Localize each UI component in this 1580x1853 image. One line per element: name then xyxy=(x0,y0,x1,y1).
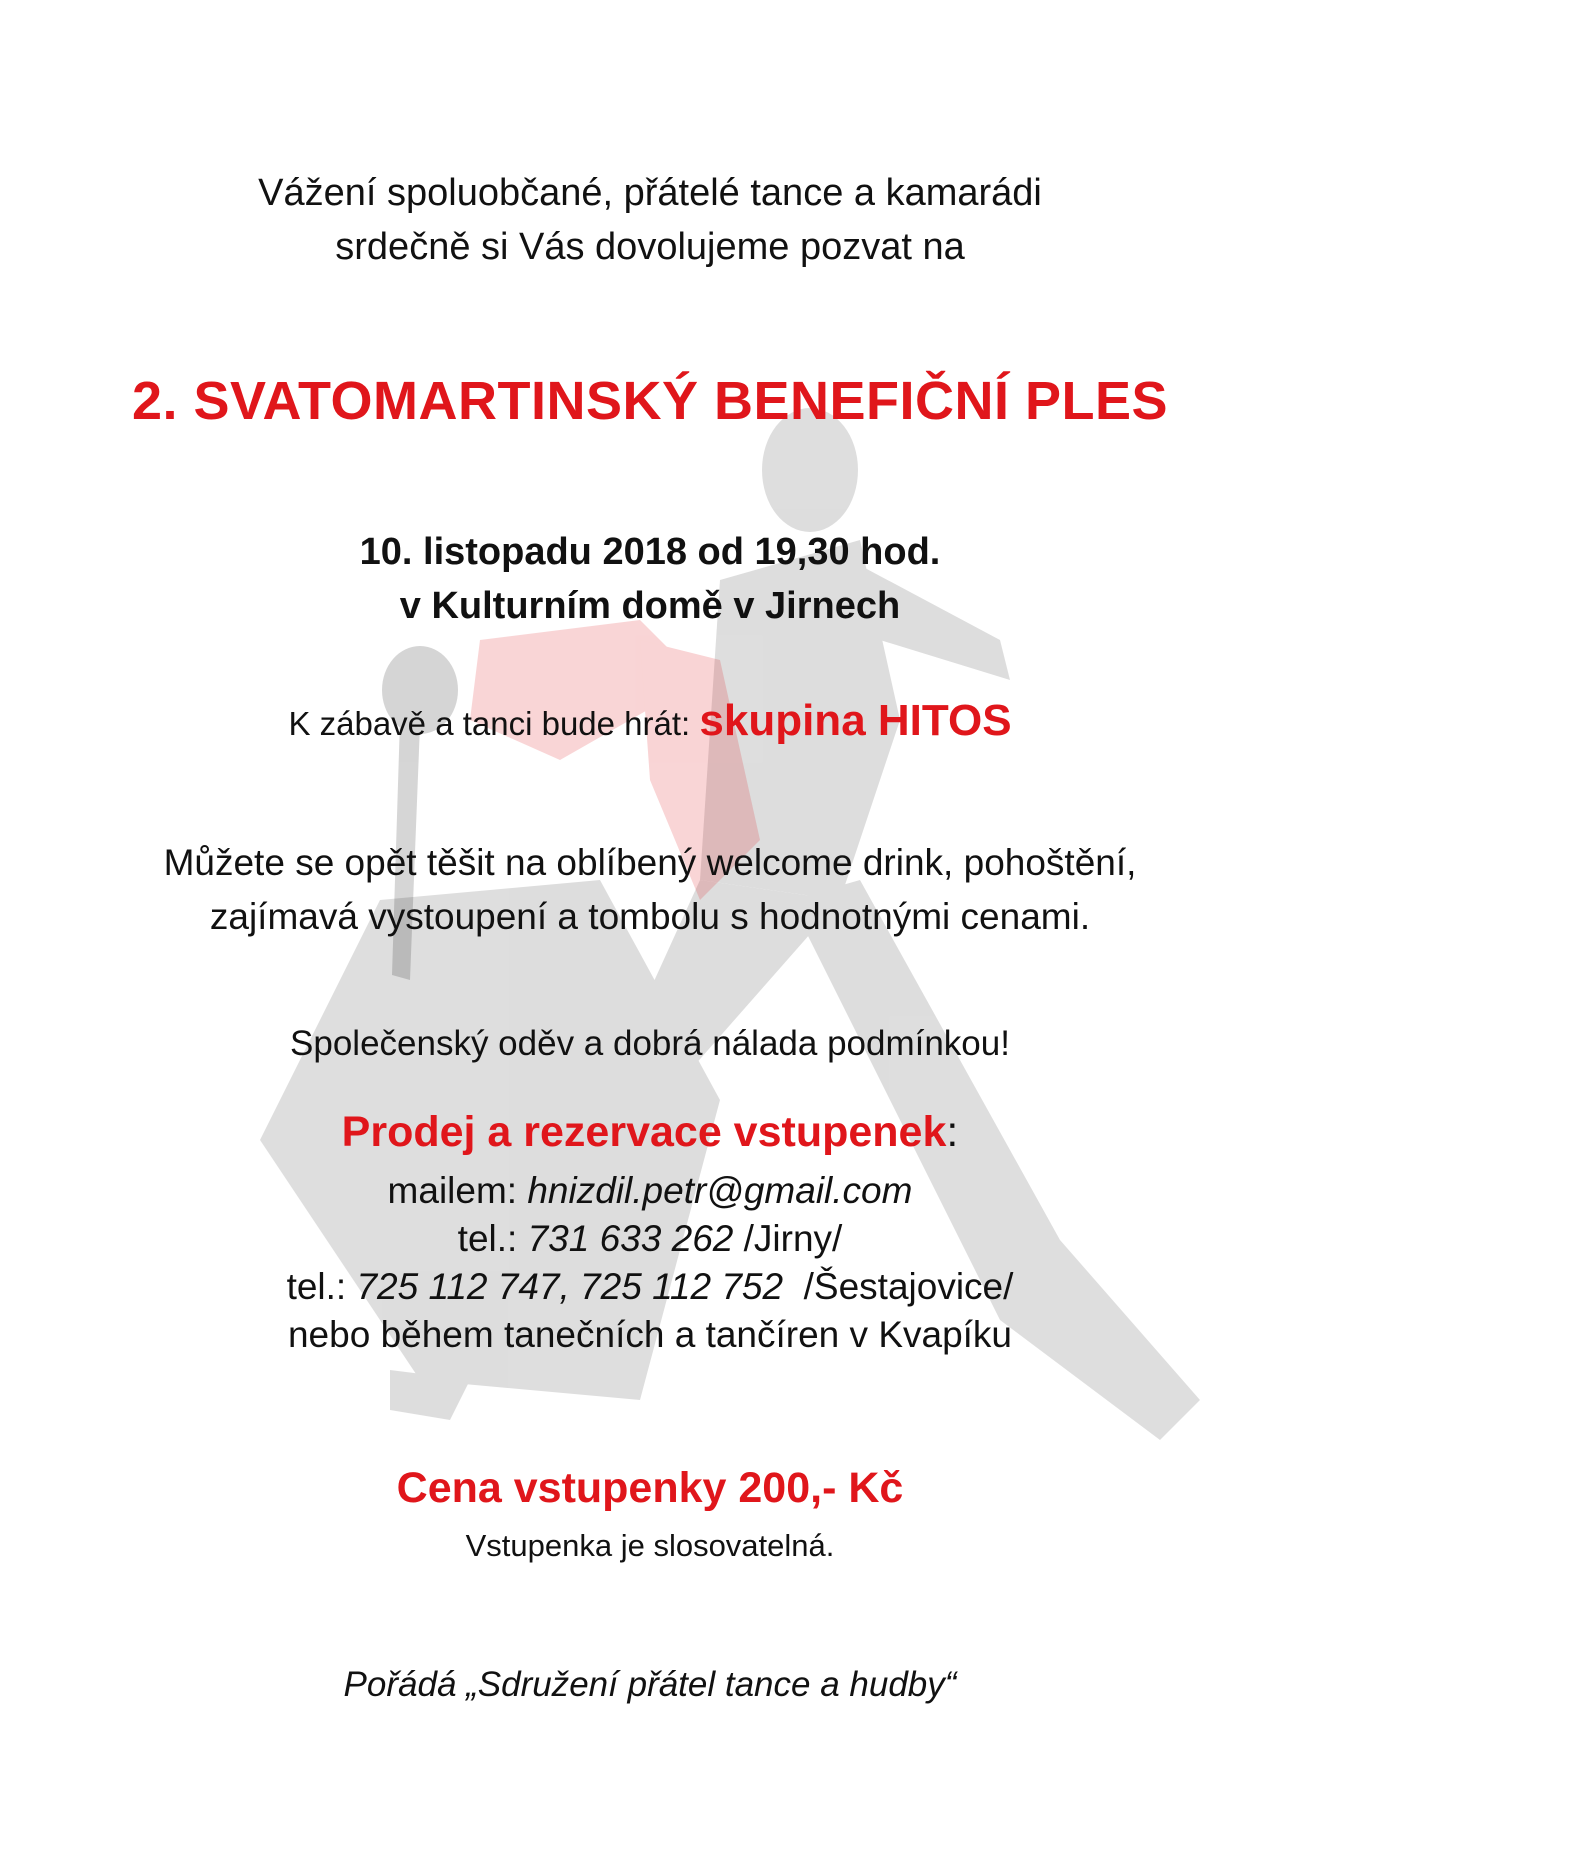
ticket-sales-colon: : xyxy=(946,1108,959,1156)
sales-other: nebo během tanečních a tančíren v Kvapíku xyxy=(287,1314,1013,1355)
offer-line-2: zajímavá vystoupení a tombolu s hodnotnými cenami. xyxy=(209,896,1091,937)
offer-text xyxy=(0,836,1300,944)
invitation-greeting xyxy=(0,166,1300,274)
ticket-sales-heading-text: Prodej a rezervace vstupenek xyxy=(341,1108,947,1156)
greeting-line-1: Vážení spoluobčané, přátelé tance a kamarádi xyxy=(258,172,1042,214)
band-prefix: K zábavě a tanci bude hrát: xyxy=(288,705,691,742)
event-venue: v Kulturním domě v Jirnech xyxy=(399,585,901,627)
tel1-label: tel.: xyxy=(457,1218,518,1259)
band-line xyxy=(0,696,1300,746)
ticket-note: Vstupenka je slosovatelná. xyxy=(465,1528,835,1563)
organizer: Pořádá „Sdružení přátel tance a hudby“ xyxy=(343,1665,957,1704)
phone-sestajovice[interactable]: 725 112 747, 725 112 752 xyxy=(356,1266,784,1307)
tel2-label: tel.: xyxy=(286,1266,347,1307)
dress-code: Společenský oděv a dobrá nálada podmínkou! xyxy=(290,1024,1010,1063)
phone-jirny[interactable]: 731 633 262 xyxy=(527,1218,734,1259)
email-link[interactable]: hnizdil.petr@gmail.com xyxy=(527,1170,913,1211)
tel2-place: /Šestajovice/ xyxy=(803,1266,1014,1307)
event-date: 10. listopadu 2018 od 19,30 hod. xyxy=(359,531,941,573)
ticket-contacts xyxy=(0,1167,1300,1359)
event-title: 2. SVATOMARTINSKÝ BENEFIČNÍ PLES xyxy=(131,371,1169,431)
ticket-price: Cena vstupenky 200,- Kč xyxy=(396,1464,904,1512)
tel1-place: /Jirny/ xyxy=(743,1218,843,1259)
event-date-venue xyxy=(0,525,1300,633)
band-name: skupina HITOS xyxy=(699,696,1012,745)
offer-line-1: Můžete se opět těšit na oblíbený welcome drink, pohoštění, xyxy=(163,842,1137,883)
ticket-sales-heading xyxy=(0,1108,1300,1157)
greeting-line-2: srdečně si Vás dovolujeme pozvat na xyxy=(335,226,965,268)
mail-label: mailem: xyxy=(387,1170,518,1211)
